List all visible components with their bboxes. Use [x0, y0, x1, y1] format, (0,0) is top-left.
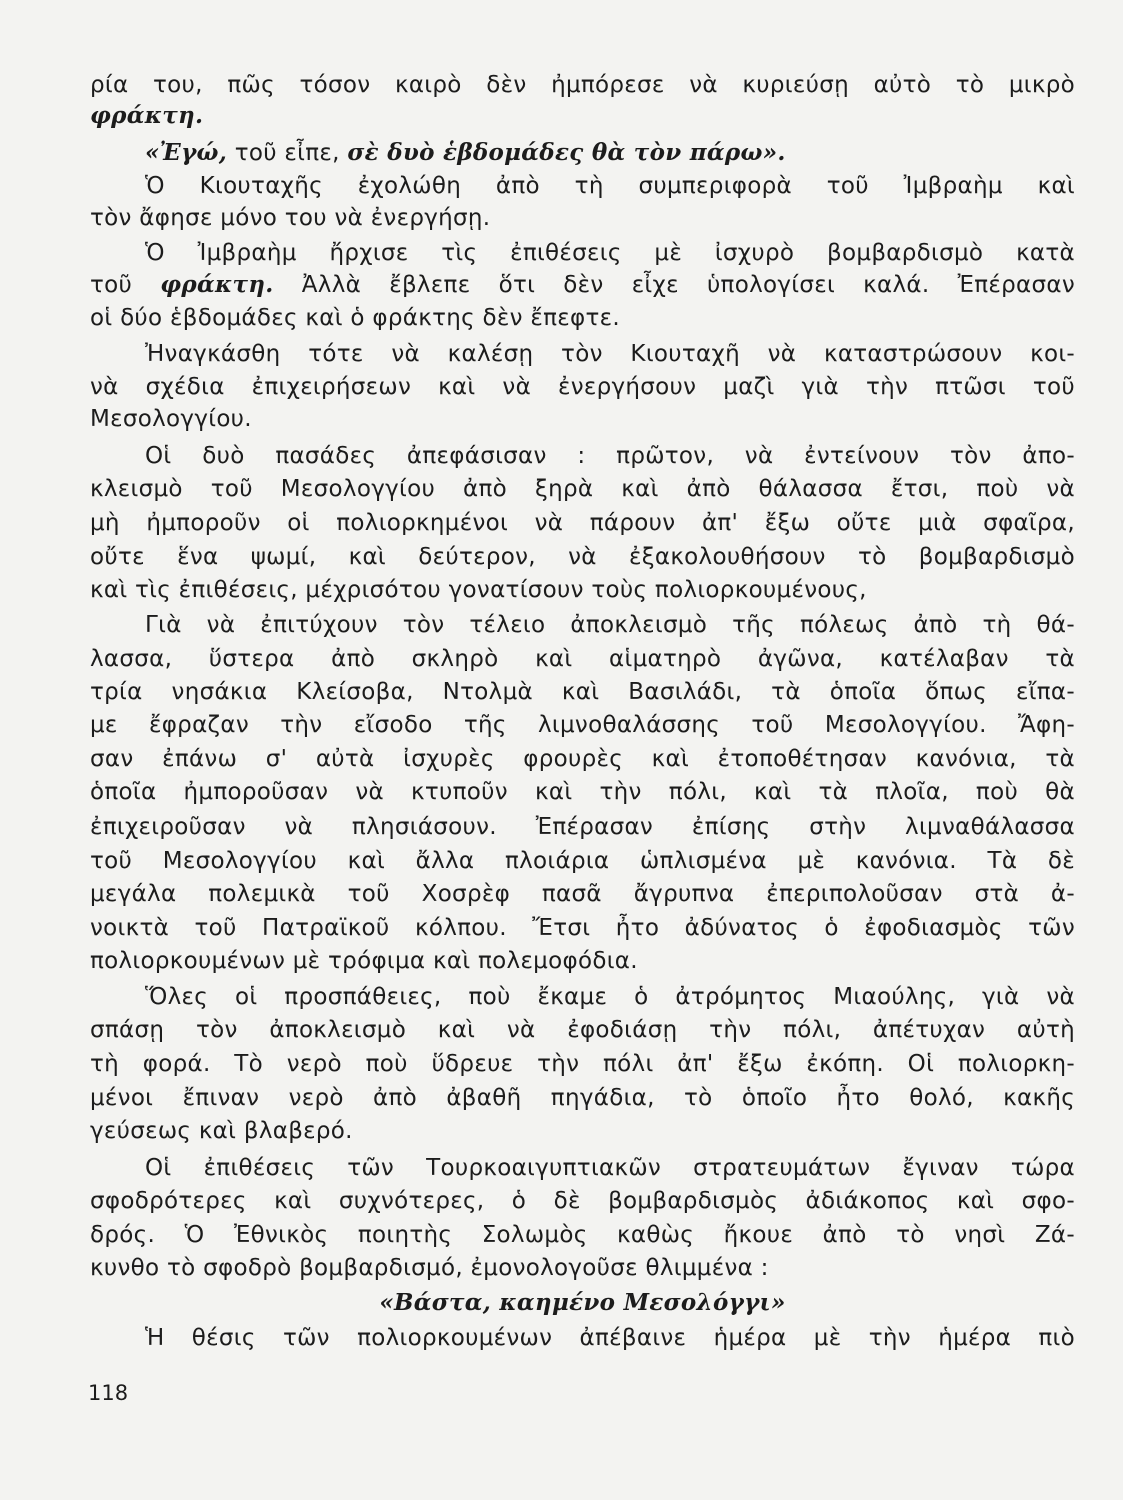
text-line: ρία του, πῶς τόσον καιρὸ δὲν ἠμπόρεσε νὰ κυριεύσῃ αὐτὸ τὸ μικρὸ: [90, 72, 1075, 98]
page-number: 118: [88, 1381, 129, 1405]
text-line: σφοδρότερες καὶ συχνότερες, ὁ δὲ βομβαρδισμὸς ἀδιάκοπος καὶ σφο-: [90, 1188, 1075, 1214]
text-line: ὁποῖα ἠμποροῦσαν νὰ κτυποῦν καὶ τὴν πόλι, καὶ τὰ πλοῖα, ποὺ θὰ: [90, 779, 1075, 805]
text-line: Ἡ θέσις τῶν πολιορκουμένων ἀπέβαινε ἡμέρα μὲ τὴν ἡμέρα πιὸ: [145, 1325, 1075, 1351]
text-line-quote: [90, 136, 1075, 170]
text-line: νὰ σχέδια ἐπιχειρήσεων καὶ νὰ ἐνεργήσουν μαζὶ γιὰ τὴν πτῶσι τοῦ: [90, 374, 1075, 400]
text-line: καὶ τὶς ἐπιθέσεις, μέχρισότου γονατίσουν τοὺς πολιορκουμένους,: [90, 577, 867, 603]
text-line: μένοι ἔπιναν νερὸ ἀπὸ ἀβαθῆ πηγάδια, τὸ ὁποῖο ἦτο θολό, κακῆς: [90, 1085, 1075, 1111]
text-line: τρία νησάκια Κλείσοβα, Ντολμὰ καὶ Βασιλάδι, τὰ ὁποῖα ὅπως εἴπα-: [90, 679, 1075, 705]
text-line: οὔτε ἕνα ψωμί, καὶ δεύτερον, νὰ ἐξακολουθήσουν τὸ βομβαρδισμὸ: [90, 544, 1075, 570]
text-line: νοικτὰ τοῦ Πατραϊκοῦ κόλπου. Ἔτσι ἦτο ἀδύνατος ὁ ἐφοδιασμὸς τῶν: [90, 915, 1075, 941]
text-line: Ἠναγκάσθη τότε νὰ καλέσῃ τὸν Κιουταχῆ νὰ καταστρώσουν κοι-: [145, 341, 1075, 367]
text-line: κλεισμὸ τοῦ Μεσολογγίου ἀπὸ ξηρὰ καὶ ἀπὸ θάλασσα ἔτσι, ποὺ νὰ: [90, 476, 1075, 502]
text-line: δρός. Ὁ Ἐθνικὸς ποιητὴς Σολωμὸς καθὼς ἤκουε ἀπὸ τὸ νησὶ Ζά-: [90, 1222, 1075, 1248]
text-line: τοῦ Μεσολογγίου καὶ ἄλλα πλοιάρια ὡπλισμένα μὲ κανόνια. Τὰ δὲ: [90, 848, 1075, 874]
text-line: Ὁ Ἰμβραὴμ ἤρχισε τὶς ἐπιθέσεις μὲ ἰσχυρὸ βομβαρδισμὸ κατὰ: [145, 240, 1075, 266]
text-line: με ἔφραζαν τὴν εἴσοδο τῆς λιμνοθαλάσσης τοῦ Μεσολογγίου. Ἄφη-: [90, 712, 1075, 738]
quote-part: σὲ δυὸ ἑβδομάδες θὰ τὸν πάρω».: [347, 139, 786, 166]
text-line: τὴ φορά. Τὸ νερὸ ποὺ ὕδρευε τὴν πόλι ἀπ' ἔξω ἐκόπη. Οἱ πολιορκη-: [90, 1051, 1075, 1077]
text-line: Οἱ δυὸ πασάδες ἀπεφάσισαν : πρῶτον, νὰ ἐντείνουν τὸν ἀπο-: [145, 443, 1075, 469]
quote-part: «Ἐγώ,: [145, 139, 228, 166]
text-line: σαν ἐπάνω σ' αὐτὰ ἰσχυρὲς φρουρὲς καὶ ἐτοποθέτησαν κανόνια, τὰ: [90, 746, 1075, 772]
text-line: Ὅλες οἱ προσπάθειες, ποὺ ἔκαμε ὁ ἀτρόμητος Μιαούλης, γιὰ νὰ: [145, 984, 1075, 1010]
quote-part: τοῦ εἶπε,: [227, 140, 348, 166]
text-line: τὸν ἄφησε μόνο του νὰ ἐνεργήσῃ.: [90, 205, 491, 231]
line-part: φράκτη.: [160, 271, 274, 298]
text-line-mixed: [90, 268, 1075, 302]
text-line: Μεσολογγίου.: [90, 406, 252, 432]
verse-quote: «Βάστα, καημένο Μεσολόγγι»: [379, 1289, 786, 1316]
text-line: γεύσεως καὶ βλαβερό.: [90, 1118, 353, 1144]
text-line: κυνθο τὸ σφοδρὸ βομβαρδισμό, ἐμονολογοῦσε θλιμμένα :: [90, 1255, 769, 1281]
text-line-emphasis: φράκτη.: [90, 102, 204, 129]
text-line: Γιὰ νὰ ἐπιτύχουν τὸν τέλειο ἀποκλεισμὸ τῆς πόλεως ἀπὸ τὴ θά-: [145, 612, 1075, 638]
text-line: Ὁ Κιουταχῆς ἐχολώθη ἀπὸ τὴ συμπεριφορὰ τοῦ Ἰμβραὴμ καὶ: [145, 173, 1075, 199]
text-line: πολιορκουμένων μὲ τρόφιμα καὶ πολεμοφόδια.: [90, 948, 638, 974]
text-line: ἐπιχειροῦσαν νὰ πλησιάσουν. Ἐπέρασαν ἐπίσης στὴν λιμναθάλασσα: [90, 814, 1075, 840]
text-line: μὴ ἠμποροῦν οἱ πολιορκημένοι νὰ πάρουν ἀπ' ἔξω οὔτε μιὰ σφαῖρα,: [90, 510, 1075, 536]
text-line: οἱ δύο ἑβδομάδες καὶ ὁ φράκτης δὲν ἔπεφτε.: [90, 305, 620, 331]
text-line: μεγάλα πολεμικὰ τοῦ Χοσρὲφ πασᾶ ἄγρυπνα ἐπεριπολοῦσαν στὰ ἀ-: [90, 881, 1075, 907]
line-part: τοῦ: [90, 272, 161, 298]
text-line: Οἱ ἐπιθέσεις τῶν Τουρκοαιγυπτιακῶν στρατευμάτων ἔγιναν τώρα: [145, 1155, 1075, 1181]
text-line: λασσα, ὕστερα ἀπὸ σκληρὸ καὶ αἱματηρὸ ἀγῶνα, κατέλαβαν τὰ: [90, 646, 1075, 672]
line-part: Ἀλλὰ ἔβλεπε ὅτι δὲν εἶχε ὑπολογίσει καλά. Ἐπέρασαν: [273, 272, 1075, 298]
text-line: σπάσῃ τὸν ἀποκλεισμὸ καὶ νὰ ἐφοδιάσῃ τὴν πόλι, ἀπέτυχαν αὐτὴ: [90, 1017, 1075, 1043]
